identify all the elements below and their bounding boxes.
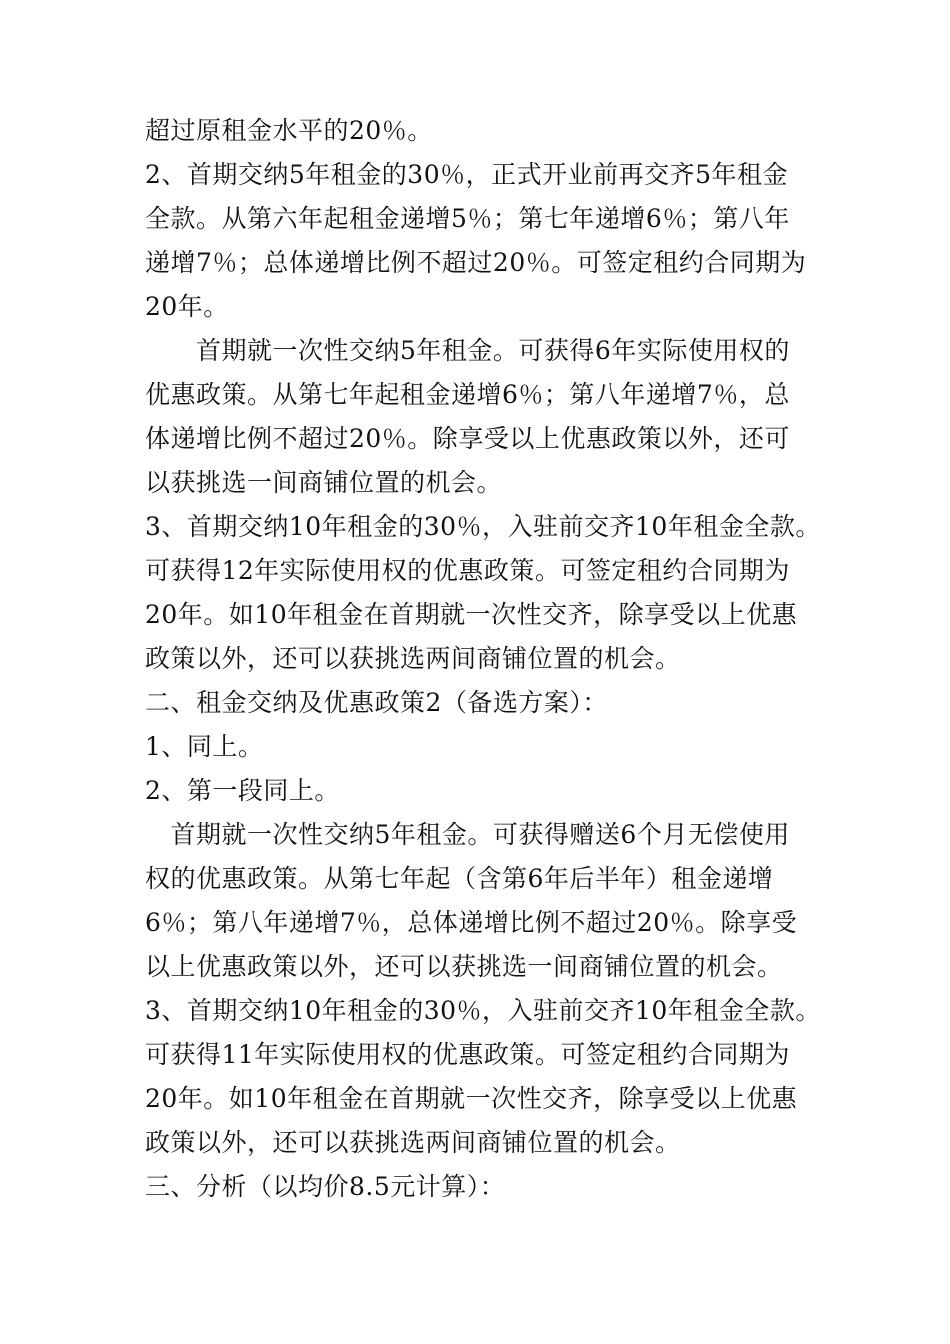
text-line: 20年。 <box>145 292 229 321</box>
text-line: 以获挑选一间商铺位置的机会。 <box>145 468 503 497</box>
text-line: 超过原租金水平的20％。 <box>145 116 433 145</box>
text-line: 首期就一次性交纳5年租金。可获得6年实际使用权的 <box>145 336 790 365</box>
text-line: 权的优惠政策。从第七年起（含第6年后半年）租金递增 <box>145 864 774 893</box>
text-line: 以上优惠政策以外，还可以获挑选一间商铺位置的机会。 <box>145 952 783 981</box>
section-heading: 二、租金交纳及优惠政策2（备选方案）： <box>145 688 608 717</box>
text-line: 递增7％；总体递增比例不超过20％。可签定租约合同期为 <box>145 248 807 277</box>
text-line: 20年。如10年租金在首期就一次性交齐，除享受以上优惠 <box>145 1084 798 1113</box>
text-line: 2、首期交纳5年租金的30％，正式开业前再交齐5年租金 <box>145 160 789 189</box>
text-line: 20年。如10年租金在首期就一次性交齐，除享受以上优惠 <box>145 600 798 629</box>
text-line: 3、首期交纳10年租金的30％，入驻前交齐10年租金全款。 <box>145 996 821 1025</box>
text-line: 可获得11年实际使用权的优惠政策。可签定租约合同期为 <box>145 1040 790 1069</box>
text-line: 2、第一段同上。 <box>145 776 340 805</box>
text-line: 优惠政策。从第七年起租金递增6％；第八年递增7％，总 <box>145 380 790 409</box>
text-line: 政策以外，还可以获挑选两间商铺位置的机会。 <box>145 1128 681 1157</box>
text-line: 全款。从第六年起租金递增5％；第七年递增6％；第八年 <box>145 204 790 233</box>
document-page <box>145 109 835 1209</box>
text-line: 首期就一次性交纳5年租金。可获得赠送6个月无偿使用 <box>145 820 790 849</box>
text-line: 3、首期交纳10年租金的30％，入驻前交齐10年租金全款。 <box>145 512 821 541</box>
text-line: 体递增比例不超过20％。除享受以上优惠政策以外，还可 <box>145 424 790 453</box>
section-heading: 三、分析（以均价8.5元计算）： <box>145 1172 506 1201</box>
text-line: 6％；第八年递增7％，总体递增比例不超过20％。除享受 <box>145 908 798 937</box>
text-line: 可获得12年实际使用权的优惠政策。可签定租约合同期为 <box>145 556 790 585</box>
text-line: 政策以外，还可以获挑选两间商铺位置的机会。 <box>145 644 681 673</box>
text-line: 1、同上。 <box>145 732 264 761</box>
